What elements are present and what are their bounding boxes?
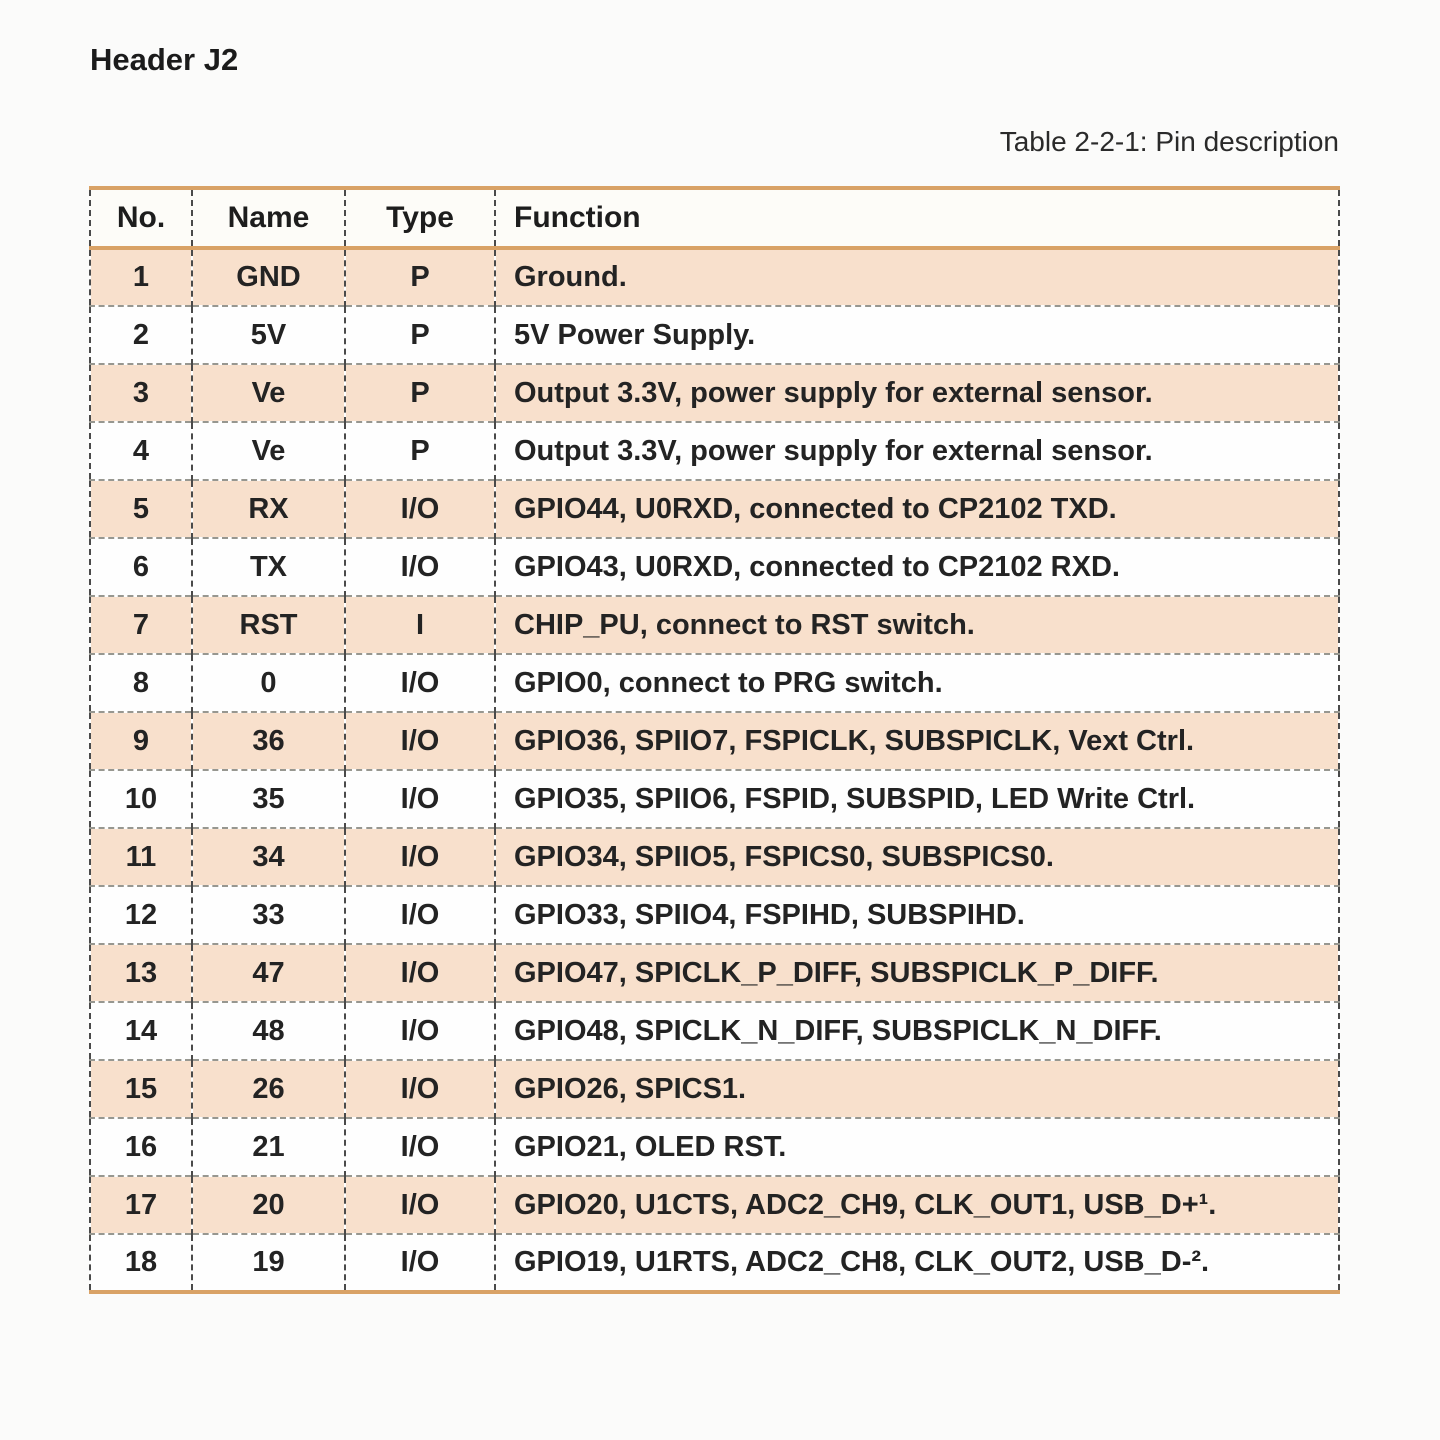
cell-pin-name: Ve [192, 364, 345, 422]
cell-pin-name: 35 [192, 770, 345, 828]
cell-pin-name: RX [192, 480, 345, 538]
table-row [90, 654, 1339, 712]
column-header-type: Type [345, 188, 495, 248]
cell-pin-function: GPIO20, U1CTS, ADC2_CH9, CLK_OUT1, USB_D+¹. [495, 1176, 1339, 1234]
cell-pin-type: I/O [345, 770, 495, 828]
cell-pin-number: 9 [90, 712, 192, 770]
cell-pin-function: GPIO47, SPICLK_P_DIFF, SUBSPICLK_P_DIFF. [495, 944, 1339, 1002]
cell-pin-type: I/O [345, 1002, 495, 1060]
cell-pin-type: I/O [345, 886, 495, 944]
table-row [90, 596, 1339, 654]
cell-pin-number: 4 [90, 422, 192, 480]
cell-pin-number: 6 [90, 538, 192, 596]
cell-pin-name: 26 [192, 1060, 345, 1118]
table-row [90, 886, 1339, 944]
cell-pin-type: P [345, 306, 495, 364]
table-row [90, 1176, 1339, 1234]
header-row [90, 188, 1339, 248]
table-row [90, 306, 1339, 364]
cell-pin-function: GPIO19, U1RTS, ADC2_CH8, CLK_OUT2, USB_D-². [495, 1234, 1339, 1292]
cell-pin-number: 16 [90, 1118, 192, 1176]
table-row [90, 770, 1339, 828]
table-row [90, 364, 1339, 422]
cell-pin-function: Ground. [514, 261, 627, 293]
cell-pin-number: 2 [90, 306, 192, 364]
table-row [90, 1060, 1339, 1118]
cell-pin-type: I/O [345, 1234, 495, 1292]
cell-pin-function: GPIO0, connect to PRG switch. [495, 654, 1339, 712]
cell-pin-number: 1 [90, 248, 192, 306]
cell-pin-number: 8 [90, 654, 192, 712]
cell-pin-type: P [345, 248, 495, 306]
table-caption: Table 2-2-1: Pin description [999, 126, 1339, 157]
column-header-name: Name [192, 188, 345, 248]
cell-pin-number: 5 [90, 480, 192, 538]
table-row [90, 944, 1339, 1002]
cell-pin-function: CHIP_PU, connect to RST switch. [495, 596, 1339, 654]
cell-pin-name: RST [192, 596, 345, 654]
cell-pin-type: I/O [345, 828, 495, 886]
cell-pin-number: 11 [90, 828, 192, 886]
cell-pin-type: I/O [345, 1060, 495, 1118]
cell-pin-number: 3 [90, 364, 192, 422]
cell-pin-name: 19 [192, 1234, 345, 1292]
cell-pin-number: 10 [90, 770, 192, 828]
cell-pin-type: I/O [345, 712, 495, 770]
cell-pin-type: I/O [345, 1118, 495, 1176]
cell-pin-number: 15 [90, 1060, 192, 1118]
table-row [90, 1234, 1339, 1292]
cell-pin-number: 17 [90, 1176, 192, 1234]
table-row [90, 1002, 1339, 1060]
pin-description-table [89, 186, 1340, 1294]
cell-pin-number: 12 [90, 886, 192, 944]
table-row [90, 480, 1339, 538]
cell-pin-type: P [345, 422, 495, 480]
table-header [90, 188, 1339, 248]
cell-pin-function: 5V Power Supply. [495, 306, 1339, 364]
cell-pin-number: 18 [90, 1234, 192, 1292]
page-title: Header J2 [90, 42, 239, 77]
cell-pin-type: I/O [345, 944, 495, 1002]
table-row [90, 422, 1339, 480]
cell-pin-name: GND [192, 248, 345, 306]
cell-pin-type: I [345, 596, 495, 654]
column-header-no: No. [90, 188, 192, 248]
column-header-function: Function [495, 188, 1339, 248]
cell-pin-function: GPIO21, OLED RST. [495, 1118, 1339, 1176]
cell-pin-name: 33 [192, 886, 345, 944]
table-row [90, 712, 1339, 770]
cell-pin-type: I/O [345, 1176, 495, 1234]
cell-pin-function: GPIO48, SPICLK_N_DIFF, SUBSPICLK_N_DIFF. [495, 1002, 1339, 1060]
cell-pin-function: GPIO44, U0RXD, connected to CP2102 TXD. [495, 480, 1339, 538]
cell-pin-name: 36 [192, 712, 345, 770]
cell-pin-type: I/O [345, 538, 495, 596]
cell-pin-name: 20 [192, 1176, 345, 1234]
cell-pin-function: Output 3.3V, power supply for external sensor. [495, 364, 1339, 422]
cell-pin-name: 21 [192, 1118, 345, 1176]
cell-pin-name: 34 [192, 828, 345, 886]
cell-pin-function: Output 3.3V, power supply for external sensor. [495, 422, 1339, 480]
cell-pin-name: Ve [192, 422, 345, 480]
cell-pin-name: 0 [192, 654, 345, 712]
cell-pin-type: I/O [345, 480, 495, 538]
cell-pin-function: GPIO35, SPIIO6, FSPID, SUBSPID, LED Write Ctrl. [495, 770, 1339, 828]
cell-pin-type: I/O [345, 654, 495, 712]
cell-pin-name: 47 [192, 944, 345, 1002]
cell-pin-name: 5V [192, 306, 345, 364]
cell-pin-function: GPIO26, SPICS1. [495, 1060, 1339, 1118]
cell-pin-function: GPIO36, SPIIO7, FSPICLK, SUBSPICLK, Vext Ctrl. [495, 712, 1339, 770]
cell-pin-function: GPIO34, SPIIO5, FSPICS0, SUBSPICS0. [495, 828, 1339, 886]
cell-pin-type: P [345, 364, 495, 422]
table-row [90, 538, 1339, 596]
cell-pin-name: 48 [192, 1002, 345, 1060]
cell-pin-function: GPIO43, U0RXD, connected to CP2102 RXD. [495, 538, 1339, 596]
cell-pin-name: TX [192, 538, 345, 596]
cell-pin-number: 14 [90, 1002, 192, 1060]
cell-pin-number: 13 [90, 944, 192, 1002]
table-row [90, 828, 1339, 886]
cell-pin-function: GPIO33, SPIIO4, FSPIHD, SUBSPIHD. [495, 886, 1339, 944]
cell-pin-number: 7 [90, 596, 192, 654]
table-body [90, 248, 1339, 1292]
table-row [90, 1118, 1339, 1176]
table-row [90, 248, 1339, 306]
